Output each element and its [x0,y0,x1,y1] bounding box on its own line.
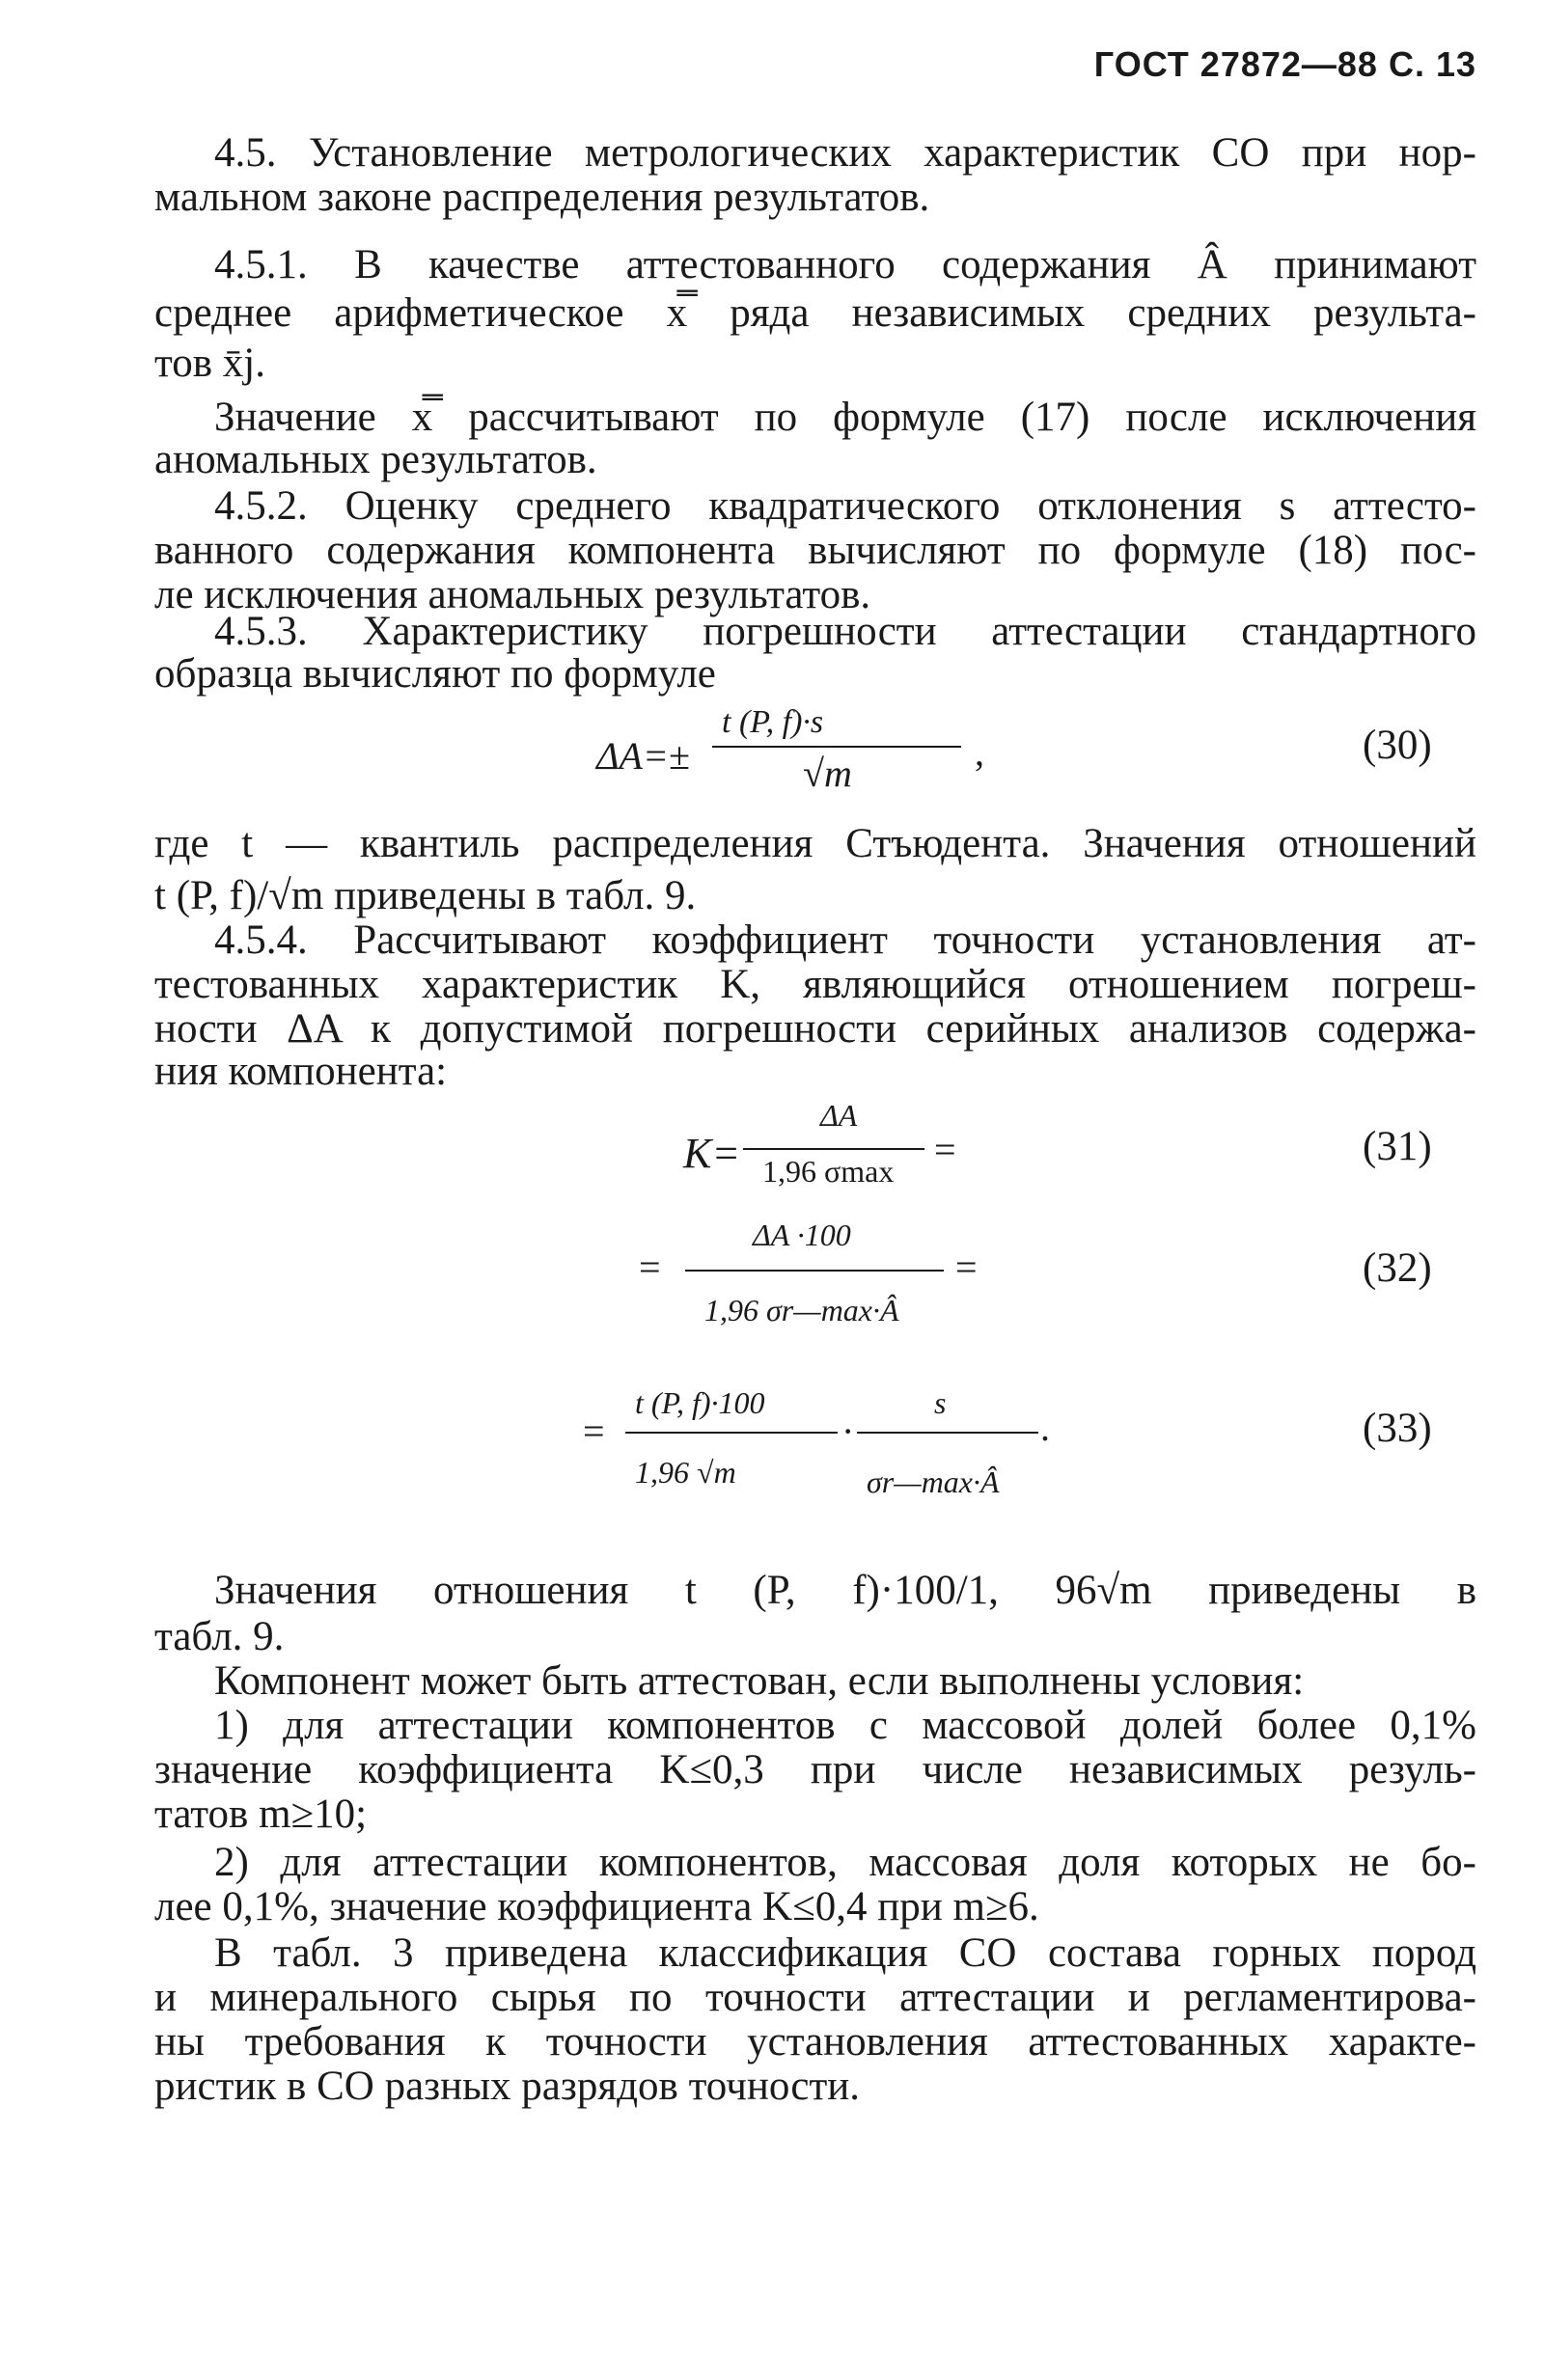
text-line: мальном законе распределения результатов. [154,175,930,220]
eq32-denominator: 1,96 σr—max·Â [704,1293,899,1327]
fraction-bar [625,1432,838,1434]
eq31-number: (31) [1363,1124,1432,1169]
text-line: ванного содержания компонента вычисляют по формуле (18) пос- [154,528,1476,573]
eq33-number: (33) [1363,1406,1432,1451]
eq31-denominator: 1,96 σmax [762,1154,895,1189]
eq33-numerator-1: t (P, f)·100 [635,1385,765,1420]
text-line: 4.5.3. Характеристику погрешности аттестации стандартного [214,609,1476,654]
text-line: ности ΔA к допустимой погрешности серийных анализов содержа- [154,1006,1476,1052]
eq32-numerator: ΔA ·100 [753,1217,851,1252]
text-line: табл. 9. [154,1614,285,1659]
eq32-number: (32) [1363,1245,1432,1291]
eq33-dot: · [841,1409,855,1453]
eq33-denominator-2: σr—max·Â [867,1464,1000,1499]
fraction-bar [712,746,961,748]
eq30-denominator: √m [803,752,852,795]
page-header: ГОСТ 27872—88 С. 13 [1093,44,1476,84]
eq31-numerator: ΔA [820,1098,858,1133]
text-line: 4.5. Установление метрологических характеристик СО при нор- [214,130,1476,176]
text-line: тестованных характеристик K, являющийся отношением погреш- [154,962,1476,1007]
text-line: 4.5.4. Рассчитывают коэффициент точности установления ат- [214,917,1476,963]
eq33-tail: . [1040,1406,1050,1449]
text-line: ристик в СО разных разрядов точности. [154,2064,861,2109]
text-line: среднее арифметическое x̿ ряда независимых средних результа- [154,290,1476,336]
eq31-lhs: K= [683,1130,741,1177]
text-line: Значение x̿ рассчитывают по формуле (17) после исключения [214,395,1476,440]
text-line: и минерального сырья по точности аттестации и регламентирова- [154,1975,1476,2020]
eq30-tail: , [975,730,984,774]
text-line: Компонент может быть аттестован, если выполнены условия: [214,1658,1305,1704]
eq30-number: (30) [1363,723,1432,768]
text-line: В табл. 3 приведена классификация СО состава горных пород [214,1930,1476,1976]
eq33-lhs: = [583,1409,605,1453]
text-line: образца вычисляют по формуле [154,651,716,697]
text-line: 4.5.2. Оценку среднего квадратического отклонения s аттесто- [214,483,1476,529]
text-line: аномальных результатов. [154,437,597,482]
text-line: лее 0,1%, значение коэффициента K≤0,4 при m≥6. [154,1884,1039,1929]
text-line: t (P, f)/√m приведены в табл. 9. [154,873,697,918]
text-line: татов m≥10; [154,1792,368,1837]
text-line: значение коэффициента K≤0,3 при числе независимых резуль- [154,1747,1476,1792]
text-line: Значения отношения t (P, f)·100/1, 96√m приведены в [214,1568,1476,1613]
eq32-tail: = [955,1245,978,1289]
eq31-tail: = [934,1128,956,1171]
eq33-numerator-2: s [934,1385,947,1420]
eq33-denominator-1: 1,96 √m [635,1455,736,1490]
text-line: ны требования к точности установления аттестованных характе- [154,2019,1476,2065]
text-line: тов x̄j. [154,341,265,386]
eq30-numerator: t (P, f)·s [722,704,824,740]
fraction-bar [857,1432,1038,1434]
eq32-lhs: = [639,1245,661,1289]
text-line: где t — квантиль распределения Стъюдента. Значения отношений [154,821,1476,866]
text-line: 2) для аттестации компонентов, массовая доля которых не бо- [214,1840,1476,1885]
text-line: ле исключения аномальных результатов. [154,572,871,617]
eq30-lhs: ΔA=± [596,734,690,778]
fraction-bar [685,1270,944,1272]
text-line: 4.5.1. В качестве аттестованного содержания Â принимают [214,242,1476,287]
text-line: 1) для аттестации компонентов с массовой долей более 0,1% [214,1703,1476,1748]
fraction-bar [743,1148,924,1150]
text-line: ния компонента: [154,1049,448,1094]
